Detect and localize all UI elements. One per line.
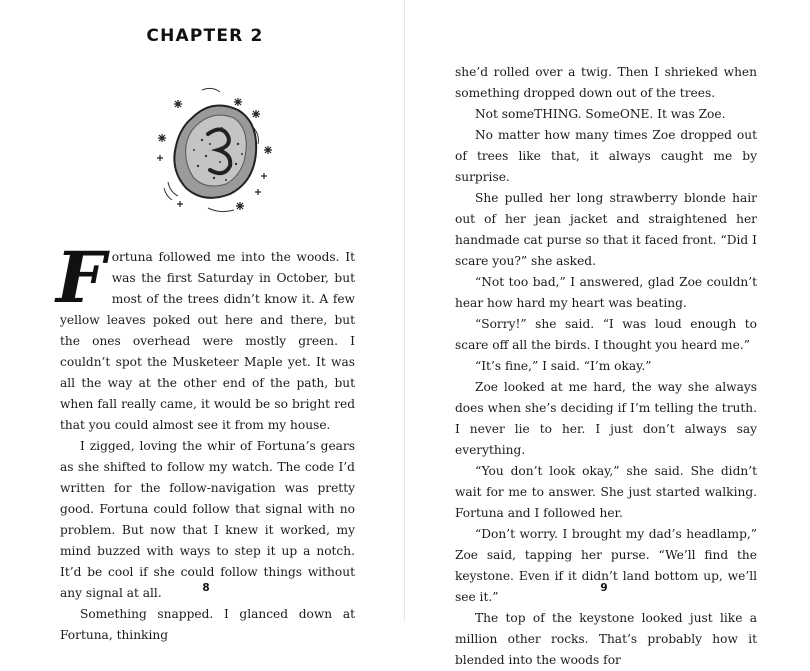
drop-cap: F xyxy=(56,236,106,319)
right-page-body xyxy=(455,62,757,671)
sparkle-icon xyxy=(158,134,166,142)
paragraph: Zoe looked at me hard, the way she always does when she’s deciding if I’m telling the truth. I never lie to her. I just don’t always say everything. xyxy=(455,380,757,457)
paragraph: The top of the keystone looked just like a million other rocks. That’s probably how it blended into the woods for xyxy=(455,611,757,667)
paragraph: “Not too bad,” I answered, glad Zoe couldn’t hear how hard my heart was beating. xyxy=(455,275,757,310)
right-page xyxy=(405,0,810,667)
chapter-title: CHAPTER 2 xyxy=(146,26,264,46)
sparkle-icon xyxy=(264,146,272,154)
paragraph: “It’s fine,” I said. “I’m okay.” xyxy=(475,359,652,373)
paragraph: Not someTHING. SomeONE. It was Zoe. xyxy=(475,107,726,121)
paragraph: Something snapped. I glanced down at Fortuna, thinking xyxy=(60,607,355,642)
page-number: 8 xyxy=(202,582,210,594)
paragraph: “You don’t look okay,” she said. She didn’t wait for me to answer. She just started walking. Fortuna and I followed her. xyxy=(455,464,757,520)
paragraph: Fortuna followed me into the woods. It was the first Saturday in October, but most of the trees didn’t know it. A few yellow leaves poked out here and there, but the ones overhead were mostly green. I couldn’t spot the Musketeer Maple yet. It was all the way at the other end of the path, but when fall really came, it would be so bright red that you could almost see it from my house. xyxy=(56,236,355,432)
paragraph: she’d rolled over a twig. Then I shrieked when something dropped down out of the trees. xyxy=(455,65,757,100)
paragraph: She pulled her long strawberry blonde hair out of her jean jacket and straightened her handmade cat purse so that it faced front. “Did I scare you?” she asked. xyxy=(455,191,757,268)
sparkle-icon xyxy=(252,110,260,118)
sparkle-icon xyxy=(174,100,182,108)
paragraph: “Don’t worry. I brought my dad’s headlamp,” Zoe said, tapping her purse. “We’ll find the keystone. Even if it didn’t land bottom up, we’ll see it.” xyxy=(455,527,757,604)
sparkle-icon xyxy=(177,201,183,207)
sparkle-icon xyxy=(261,173,267,179)
mossy-rock-illustration-icon xyxy=(150,84,280,219)
left-page xyxy=(0,0,405,642)
paragraph: No matter how many times Zoe dropped out of trees like that, it always caught me by surprise. xyxy=(455,128,757,184)
sparkle-icon xyxy=(236,202,244,210)
paragraph: I zigged, loving the whir of Fortuna’s gears as she shifted to follow my watch. The code I’d written for the follow-navigation was pretty good. Fortuna could follow that signal with no problem. But now that I knew it worked, my mind buzzed with ways to step it up a notch. It’d be cool if she could follow things without any signal at all. xyxy=(60,439,355,600)
sparkle-icon xyxy=(255,189,261,195)
paragraph: “Sorry!” she said. “I was loud enough to scare off all the birds. I thought you heard me.” xyxy=(455,317,757,352)
sparkle-icon xyxy=(157,155,163,161)
sparkle-icon xyxy=(234,98,242,106)
page-number: 9 xyxy=(600,582,608,594)
